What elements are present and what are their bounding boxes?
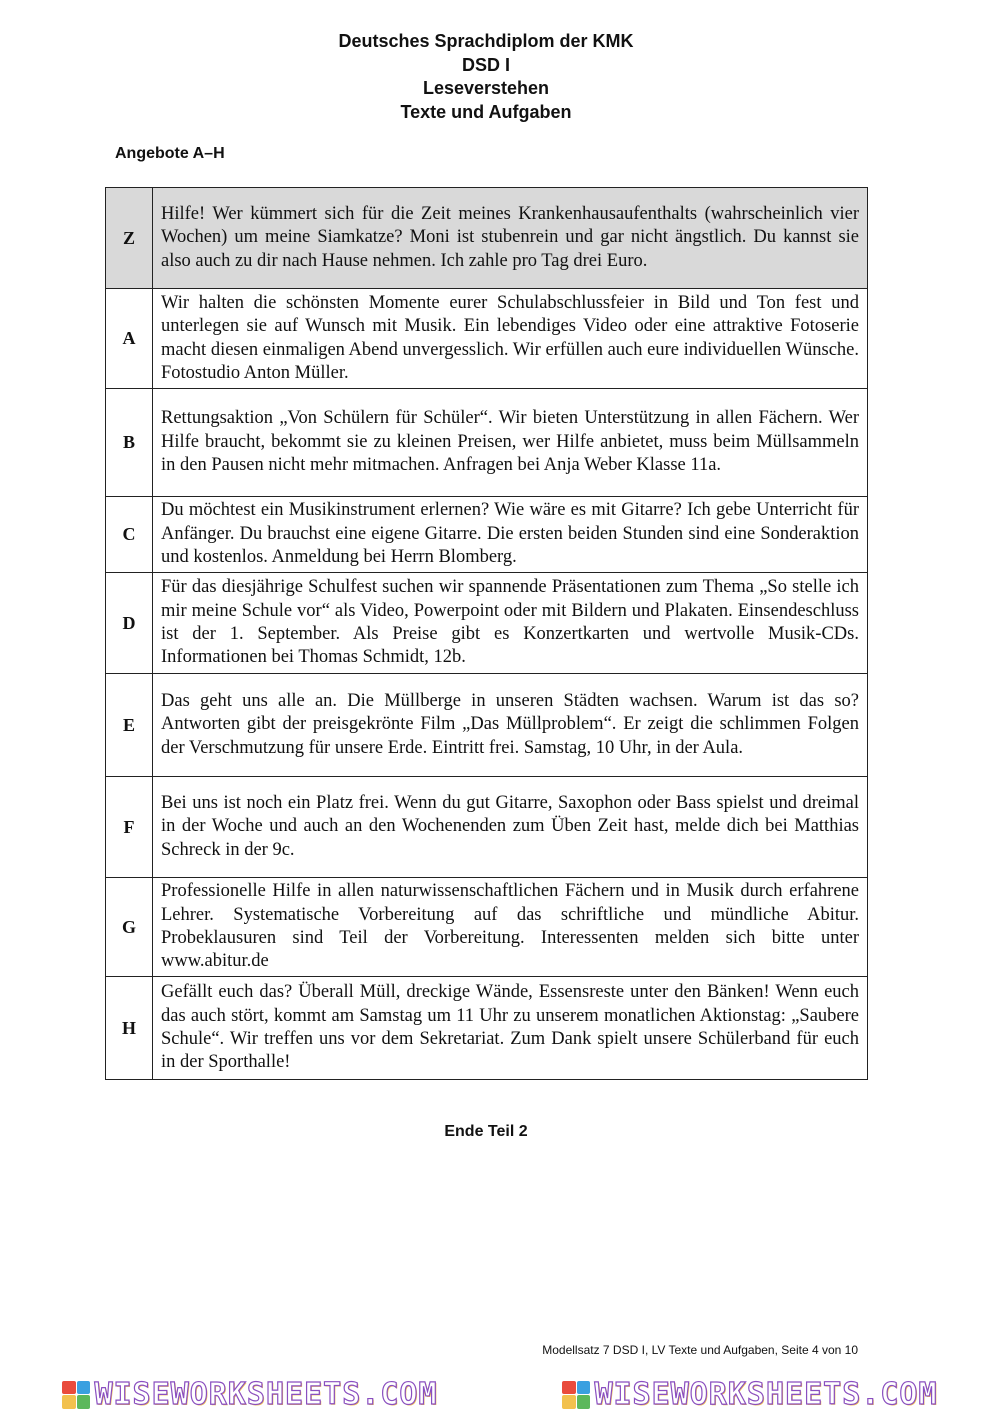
offer-letter: C: [106, 497, 153, 573]
offer-text: Du möchtest ein Musikinstrument erlernen? Wie wäre es mit Gitarre? Ich gebe Unterricht für Anfänger. Du brauchst eine eigene Gitarre. Die ersten beiden Stunden sind eine Sonderaktion und kostenlos. Anmeldung bei Herrn Blomberg.: [153, 497, 868, 573]
watermark-text: WISEWORKSHEETS.COM: [594, 1377, 938, 1412]
offer-text: Professionelle Hilfe in allen naturwissenschaftlichen Fächern und in Musik durch erfahrene Lehrer. Systematische Vorbereitung auf das schriftliche und mündliche Abitur. Probeklausuren sind Teil der Vorbereitung. Interessenten melden sich bitte unter www.abitur.de: [153, 878, 868, 977]
offer-row-a: [106, 289, 868, 389]
offer-text: Bei uns ist noch ein Platz frei. Wenn du gut Gitarre, Saxophon oder Bass spielst und dreimal in der Woche und auch an den Wochenenden zum Üben Zeit hast, melde dich bei Matthias Schreck in der 9c.: [153, 777, 868, 878]
offer-row-d: [106, 573, 868, 674]
offer-letter: B: [106, 389, 153, 497]
offer-row-e: [106, 674, 868, 777]
offer-text: Rettungsaktion „Von Schülern für Schüler“. Wir bieten Unterstützung in allen Fächern. Wer Hilfe braucht, bekommt sie zu kleinen Preisen, wer Hilfe anbietet, muss beim Müllsammeln in den Pausen nicht mehr mitmachen. Anfragen bei Anja Weber Klasse 11a.: [153, 389, 868, 497]
offer-letter: F: [106, 777, 153, 878]
offer-row-b: [106, 389, 868, 497]
page-footer: Modellsatz 7 DSD I, LV Texte und Aufgaben, Seite 4 von 10: [542, 1343, 858, 1357]
offer-text: Gefällt euch das? Überall Müll, dreckige Wände, Essensreste unter den Bänken! Wenn euch das auch stört, kommt am Samstag um 11 Uhr zu unserem monatlichen Aktionstag: „Saubere Schule“. Wir treffen uns vor dem Sekretariat. Zum Dank spielt unsere Schülerband für euch in der Sporthalle!: [153, 977, 868, 1080]
offer-row-c: [106, 497, 868, 573]
offer-row-z: [106, 188, 868, 289]
header-line-4: Texte und Aufgaben: [400, 101, 572, 122]
offer-text: Hilfe! Wer kümmert sich für die Zeit meines Krankenhausaufenthalts (wahrscheinlich vier Wochen) um meine Siamkatze? Moni ist stubenrein und gar nicht ängstlich. Du kannst sie also auch zu dir nach Hause nehmen. Ich zahle pro Tag drei Euro.: [153, 188, 868, 289]
offer-letter: D: [106, 573, 153, 674]
end-label: Ende Teil 2: [444, 1123, 528, 1140]
header-line-2: DSD I: [461, 54, 510, 75]
offer-row-g: [106, 878, 868, 977]
offer-row-f: [106, 777, 868, 878]
offer-text: Wir halten die schönsten Momente eurer Schulabschlussfeier in Bild und Ton fest und unterlegen sie auf Wunsch mit Musik. Ein lebendiges Video oder eine attraktive Fotoserie macht diesen einmaligen Abend unvergesslich. Wir erfüllen auch eure individuellen Wünsche. Fotostudio Anton Müller.: [153, 289, 868, 389]
watermark-group: [562, 1377, 937, 1412]
offer-letter: G: [106, 878, 153, 977]
document-header: [0, 30, 972, 124]
section-title: Angebote A–H: [115, 145, 225, 162]
offer-text: Das geht uns alle an. Die Müllberge in unseren Städten wachsen. Warum ist das so? Antworten gibt der preisgekrönte Film „Das Müllproblem“. Er zeigt die schlimmen Folgen der Verschmutzung für unsere Erde. Eintritt frei. Samstag, 10 Uhr, in der Aula.: [153, 674, 868, 777]
wiseworksheets-logo-icon: [562, 1381, 590, 1409]
offer-letter: E: [106, 674, 153, 777]
offer-text: Für das diesjährige Schulfest suchen wir spannende Präsentationen zum Thema „So stelle ich mir meine Schule vor“ als Video, Powerpoint oder mit Bildern und Plakaten. Einsendeschluss ist der 1. September. Als Preise gibt es Konzertkarten und wertvolle Musik-CDs. Informationen bei Thomas Schmidt, 12b.: [153, 573, 868, 674]
offer-row-h: [106, 977, 868, 1080]
watermark-banner: [0, 1376, 1000, 1413]
offers-table: [105, 187, 868, 1080]
offer-letter: H: [106, 977, 153, 1080]
offer-letter: Z: [106, 188, 153, 289]
header-line-3: Leseverstehen: [422, 78, 550, 98]
watermark-text: WISEWORKSHEETS.COM: [94, 1377, 438, 1412]
offer-letter: A: [106, 289, 153, 389]
wiseworksheets-logo-icon: [62, 1381, 90, 1409]
header-line-1: Deutsches Sprachdiplom der KMK: [338, 31, 634, 51]
watermark-group: [62, 1377, 437, 1412]
